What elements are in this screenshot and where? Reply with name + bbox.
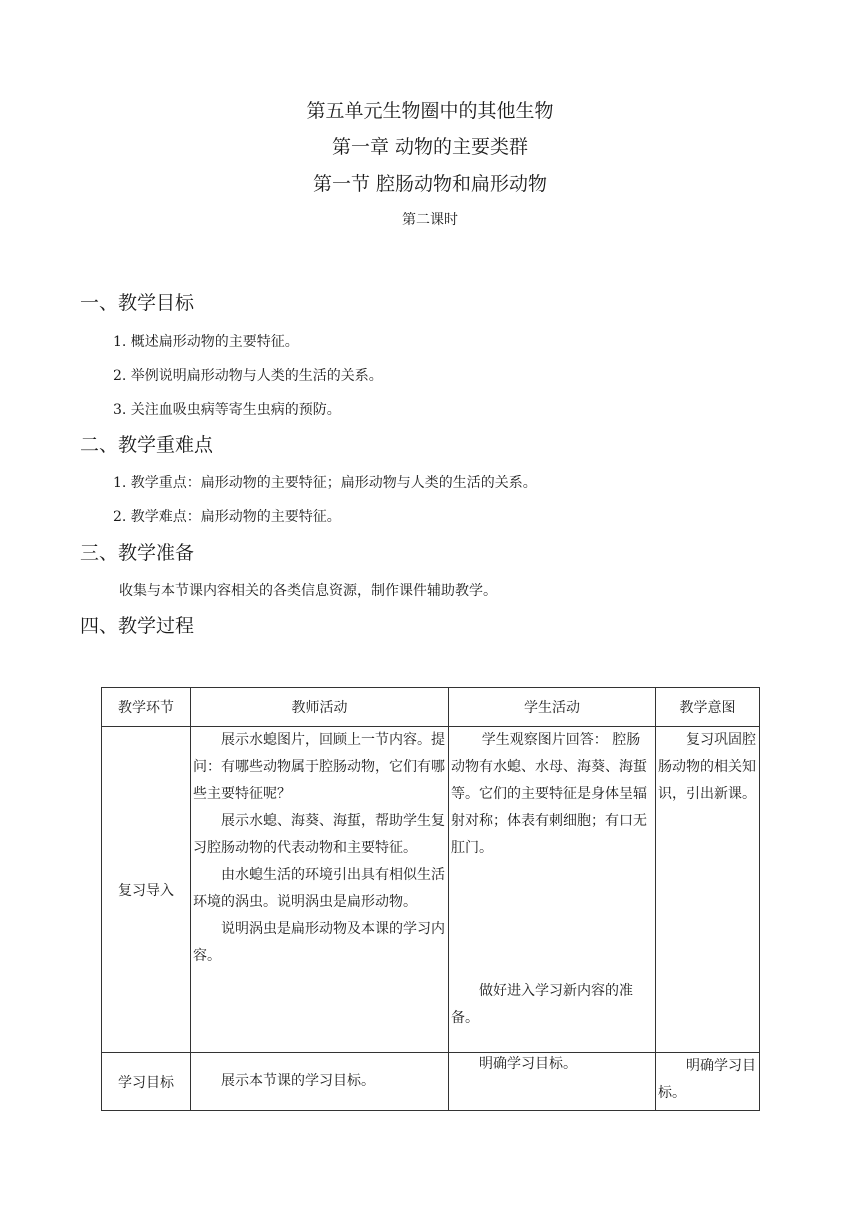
- objective-item-2: 2. 举例说明扁形动物与人类的生活的关系。: [113, 368, 383, 384]
- objective-item-3: 3. 关注血吸虫病等寄生虫病的预防。: [113, 402, 341, 418]
- heading-key-points: 二、教学重难点: [80, 434, 214, 456]
- intent-cell: [656, 1053, 760, 1111]
- intent-text: 复习巩固腔肠动物的相关知识，引出新课。: [658, 732, 756, 802]
- teaching-process-table: [101, 687, 760, 1111]
- col-header-student: 学生活动: [449, 688, 656, 727]
- student-text: 做好进入学习新内容的准备。: [451, 983, 633, 1026]
- section-title: 第一节 腔肠动物和扁形动物: [312, 173, 548, 195]
- heading-process: 四、教学过程: [80, 615, 195, 637]
- teacher-text: 展示水螅图片，回顾上一节内容。提问：有哪些动物属于腔肠动物，它们有哪些主要特征呢？: [193, 732, 445, 802]
- key-point-item-1: 1. 教学重点：扁形动物的主要特征；扁形动物与人类的生活的关系。: [113, 475, 537, 491]
- intent-cell: [656, 727, 760, 1053]
- preparation-text: 收集与本节课内容相关的各类信息资源，制作课件辅助教学。: [119, 583, 497, 599]
- col-header-intent: 教学意图: [656, 688, 760, 727]
- stage-cell: 学习目标: [102, 1053, 191, 1111]
- teacher-text: 说明涡虫是扁形动物及本课的学习内容。: [193, 921, 445, 964]
- teacher-text: 由水螅生活的环境引出具有相似生活环境的涡虫。说明涡虫是扁形动物。: [193, 867, 445, 910]
- teacher-text: 展示本节课的学习目标。: [221, 1073, 375, 1089]
- key-point-item-2: 2. 教学难点：扁形动物的主要特征。: [113, 509, 341, 525]
- col-header-stage: 教学环节: [102, 688, 191, 727]
- spacer: [449, 862, 655, 978]
- table-row: [102, 727, 760, 1053]
- period-title: 第二课时: [402, 212, 458, 228]
- chapter-title: 第一章 动物的主要类群: [331, 136, 529, 158]
- intent-text: 明确学习目标。: [658, 1058, 756, 1101]
- document-header: [0, 100, 860, 229]
- objective-item-1: 1. 概述扁形动物的主要特征。: [113, 334, 299, 350]
- teacher-cell: [191, 727, 449, 1053]
- unit-title: 第五单元生物圈中的其他生物: [306, 100, 554, 122]
- table-row: [102, 1053, 760, 1111]
- teacher-text: 展示水螅、海葵、海蜇，帮助学生复习腔肠动物的代表动物和主要特征。: [193, 813, 445, 856]
- stage-cell: 复习导入: [102, 727, 191, 1053]
- student-cell: [449, 1053, 656, 1111]
- student-text: 明确学习目标。: [479, 1056, 577, 1072]
- heading-objectives: 一、教学目标: [80, 292, 195, 314]
- table-header-row: [102, 688, 760, 727]
- student-text: 学生观察图片回答： 腔肠动物有水螅、水母、海葵、海蜇等。它们的主要特征是身体呈辐射对称；体表有刺细胞；有口无肛门。: [451, 732, 647, 856]
- student-cell: [449, 727, 656, 1053]
- heading-preparation: 三、教学准备: [80, 542, 195, 564]
- col-header-teacher: 教师活动: [191, 688, 449, 727]
- teacher-cell: [191, 1053, 449, 1111]
